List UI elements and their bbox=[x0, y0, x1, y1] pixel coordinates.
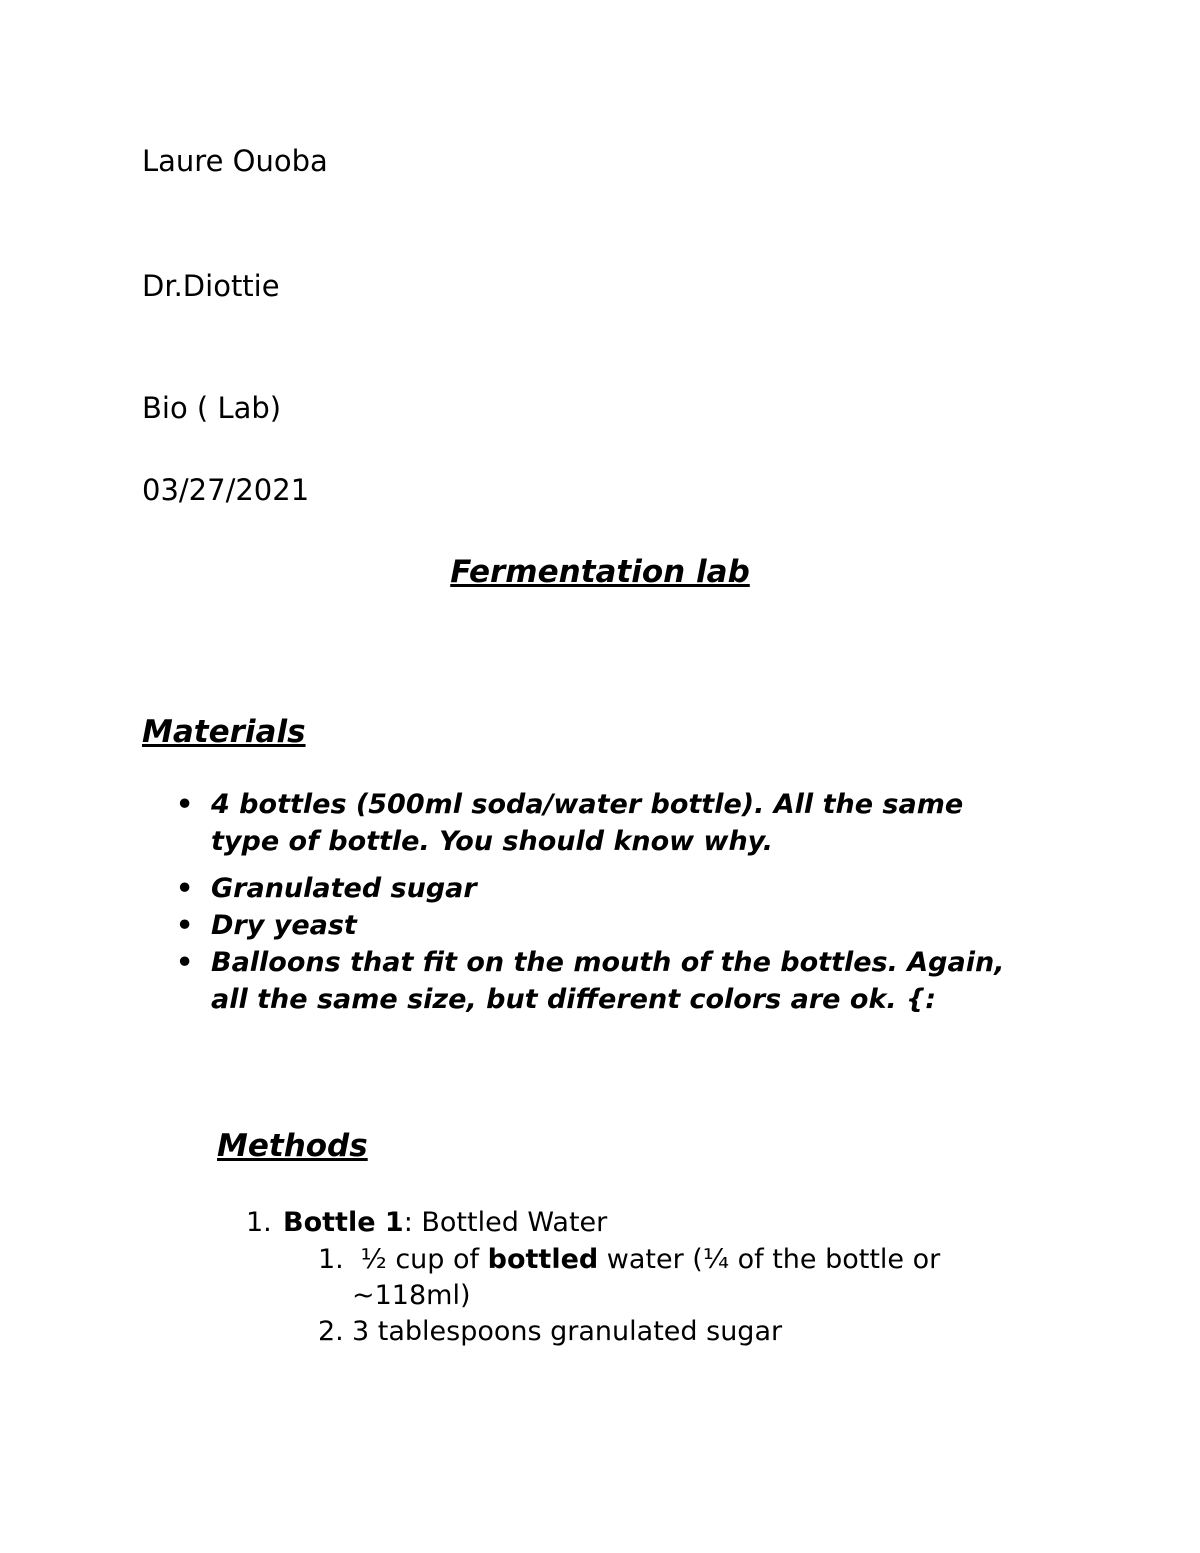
substep-text: 3 tablespoons granulated sugar bbox=[352, 1316, 783, 1347]
bullet-icon: • bbox=[176, 947, 194, 978]
materials-item-text: Balloons that fit on the mouth of the bottles. Again, all the same size, but different colors are ok. {: bbox=[211, 947, 1005, 1015]
step-description: : Bottled Water bbox=[403, 1207, 608, 1238]
author-name: Laure Ouoba bbox=[142, 144, 328, 178]
materials-item-text: 4 bottles (500ml soda/water bottle). All the same type of bottle. You should know why. bbox=[211, 789, 964, 857]
instructor-name: Dr.Diottie bbox=[142, 269, 280, 303]
substep-number: 2. bbox=[318, 1316, 344, 1347]
bullet-icon: • bbox=[176, 789, 194, 820]
methods-heading: Methods bbox=[217, 1128, 368, 1164]
substep-number: 1. bbox=[318, 1244, 344, 1275]
step-number: 1. bbox=[246, 1207, 272, 1238]
materials-item-text: Granulated sugar bbox=[211, 873, 477, 904]
substep-text-rest: water (¼ of the bottle or ~118ml) bbox=[352, 1244, 941, 1311]
materials-item-text: Dry yeast bbox=[211, 910, 357, 941]
method-substep bbox=[318, 1242, 1058, 1314]
document-title: Fermentation lab bbox=[450, 554, 750, 590]
substep-bold-text: bottled bbox=[487, 1244, 599, 1275]
materials-list-item bbox=[176, 908, 1036, 945]
course-name: Bio ( Lab) bbox=[142, 391, 282, 425]
method-substep bbox=[318, 1314, 1058, 1350]
materials-list-item bbox=[176, 787, 1036, 860]
method-step bbox=[246, 1205, 1046, 1241]
materials-list-item bbox=[176, 945, 1036, 1018]
materials-heading: Materials bbox=[142, 714, 306, 750]
document-date: 03/27/2021 bbox=[142, 473, 310, 507]
bullet-icon: • bbox=[176, 910, 194, 941]
substep-text: ½ cup of bbox=[352, 1244, 488, 1275]
materials-list-item bbox=[176, 871, 1036, 908]
bullet-icon: • bbox=[176, 873, 194, 904]
step-label: Bottle 1 bbox=[283, 1207, 404, 1238]
